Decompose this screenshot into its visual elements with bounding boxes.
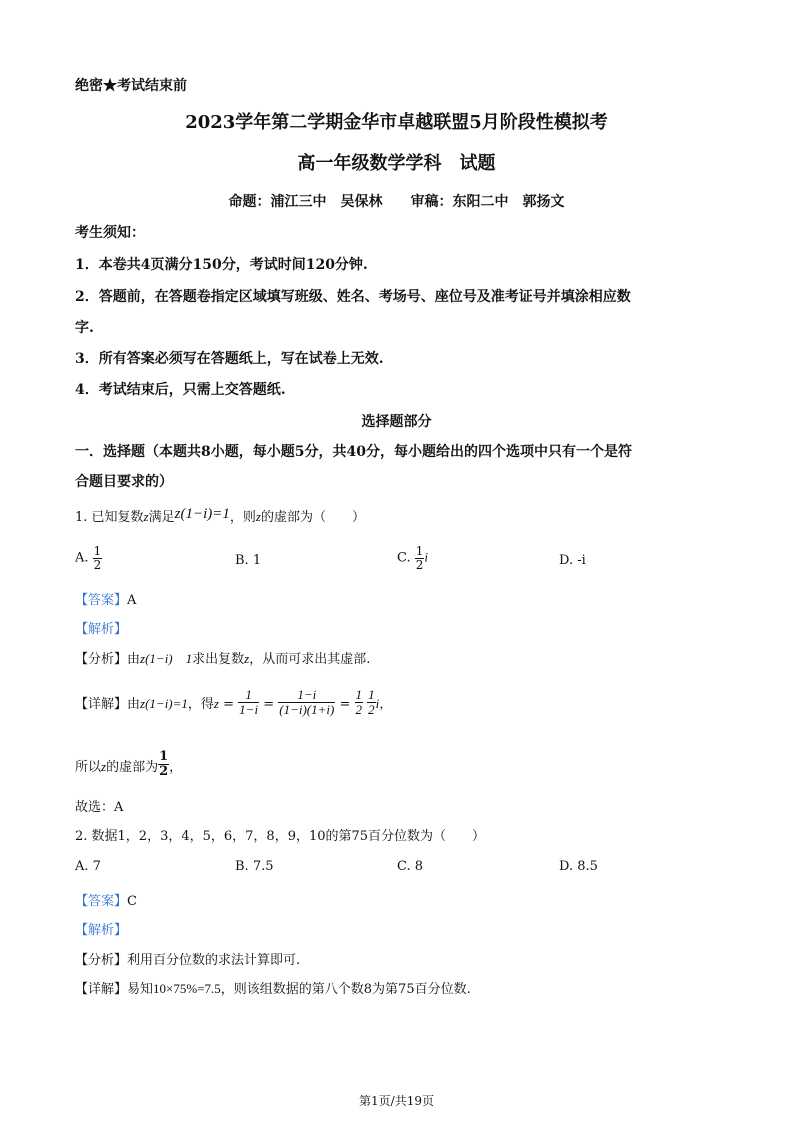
notice-item: 字.	[75, 320, 94, 336]
q1-option-b: B. 1	[235, 553, 262, 568]
notice-item: 2．答题前，在答题卷指定区域填写班级、姓名、考场号、座位号及准考证号并填涂相应数	[75, 289, 631, 305]
part-title: 选择题部分	[361, 414, 432, 430]
authors-line: 命题：浦江三中 吴保林 审稿：东阳二中 郭扬文	[228, 194, 565, 210]
q2-option-d: D. 8.5	[559, 859, 598, 874]
notice-item: 4．考试结束后，只需上交答题纸.	[75, 382, 286, 398]
q1-equation: z(1−i)=1	[174, 506, 230, 522]
notice-item: 3．所有答案必须写在答题纸上，写在试卷上无效.	[75, 351, 384, 367]
q2-option-c: C. 8	[397, 859, 424, 874]
q1-option-d: D. -i	[559, 553, 586, 568]
q1-analysis-tag: 【解析】	[75, 622, 128, 637]
secret-label: 绝密★考试结束前	[75, 78, 187, 94]
q2-stem: 2. 数据1，2，3，4，5，6，7，8，9，10的第75百分位数为（ ）	[75, 829, 486, 844]
q1-fenxi: 【分析】由z(1−i) 1求出复数z，从而可求出其虚部.	[75, 651, 371, 667]
section-heading: 一．选择题（本题共8小题，每小题5分，共40分，每小题给出的四个选项中只有一个是符	[75, 444, 632, 460]
q2-option-b: B. 7.5	[235, 859, 274, 874]
q1-imaginary-part: 所以z的虚部为 $\frac{1}{2}$ ，	[75, 749, 183, 779]
page-number: 第1页/共19页	[359, 1094, 434, 1108]
exam-subtitle: 高一年级数学学科 试题	[297, 153, 496, 174]
q1-stem: 1. 已知复数z满足z(1−i)=1，则z的虚部为（ ）	[75, 506, 365, 525]
q2-fenxi: 【分析】利用百分位数的求法计算即可.	[75, 953, 301, 968]
notice-heading: 考生须知：	[75, 225, 145, 241]
q1-answer: 【答案】A	[75, 593, 137, 608]
q2-xiangjie: 【详解】易知10×75%=7.5，则该组数据的第八个数8为第75百分位数.	[75, 981, 471, 997]
q1-choose: 故选：A	[75, 800, 124, 815]
exam-title: 2023学年第二学期金华市卓越联盟5月阶段性模拟考	[185, 112, 608, 133]
q2-option-a: A. 7	[75, 859, 101, 874]
notice-item: 1．本卷共4页满分150分，考试时间120分钟.	[75, 257, 368, 273]
q1-xiangjie: 【详解】由z(1−i)=1，得z = $\frac{1}{1-i}$ = $\frac{1-i}{(1-i)(1+i)}$ = $\frac{1}{2}$ $\frac{1}{2}$ i，	[75, 687, 393, 717]
q2-analysis-tag: 【解析】	[75, 923, 128, 938]
q2-answer: 【答案】C	[75, 894, 137, 909]
section-heading-cont: 合题目要求的）	[75, 474, 173, 490]
q1-option-c: C. $\frac{1}{2}$ i	[397, 544, 429, 572]
q1-option-a: A. $\frac{1}{2}$	[75, 544, 102, 572]
